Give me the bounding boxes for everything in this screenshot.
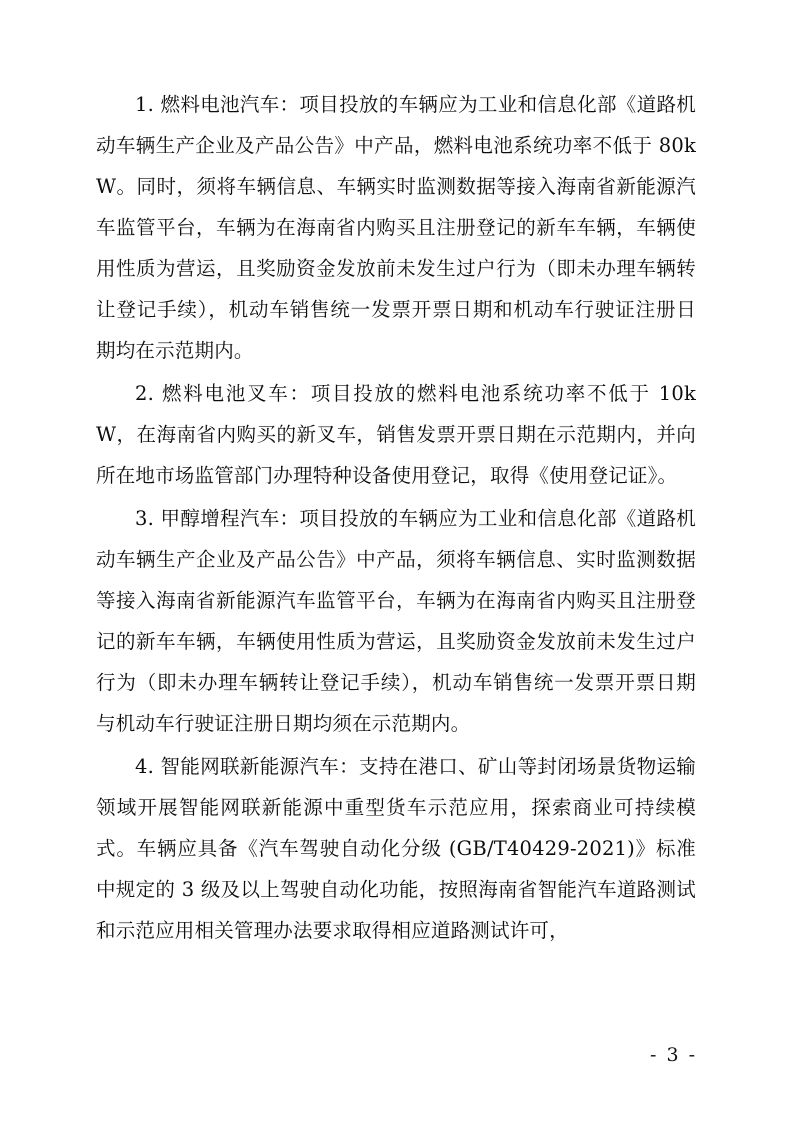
page-body xyxy=(96,84,696,951)
paragraph-3: 3. 甲醇增程汽车：项目投放的车辆应为工业和信息化部《道路机动车辆生产企业及产品公告》中产品，须将车辆信息、实时监测数据等接入海南省新能源汽车监管平台，车辆为在海南省内购买且注册登记的新车车辆，车辆使用性质为营运，且奖励资金发放前未发生过户行为（即未办理车辆转让登记手续），机动车销售统一发票开票日期与机动车行驶证注册日期均须在示范期内。 xyxy=(96,507,696,735)
paragraph-4: 4. 智能网联新能源汽车：支持在港口、矿山等封闭场景货物运输领域开展智能网联新能源中重型货车示范应用，探索商业可持续模式。车辆应具备《汽车驾驶自动化分级 (GB/T40429-2021)》标准中规定的 3 级及以上驾驶自动化功能，按照海南省智能汽车道路测试和示范应用相关管理办法要求取得相应道路测试许可， xyxy=(96,755,696,942)
paragraph-1: 1. 燃料电池汽车：项目投放的车辆应为工业和信息化部《道路机动车辆生产企业及产品公告》中产品，燃料电池系统功率不低于 80kW。同时，须将车辆信息、车辆实时监测数据等接入海南省新能源汽车监管平台，车辆为在海南省内购买且注册登记的新车车辆，车辆使用性质为营运，且奖励资金发放前未发生过户行为（即未办理车辆转让登记手续），机动车销售统一发票开票日期和机动车行驶证注册日期均在示范期内。 xyxy=(96,93,696,362)
paragraph-2: 2. 燃料电池叉车：项目投放的燃料电池系统功率不低于 10kW，在海南省内购买的新叉车，销售发票开票日期在示范期内，并向所在地市场监管部门办理特种设备使用登记，取得《使用登记证》。 xyxy=(96,382,696,487)
page-number: - 3 - xyxy=(649,1044,697,1066)
